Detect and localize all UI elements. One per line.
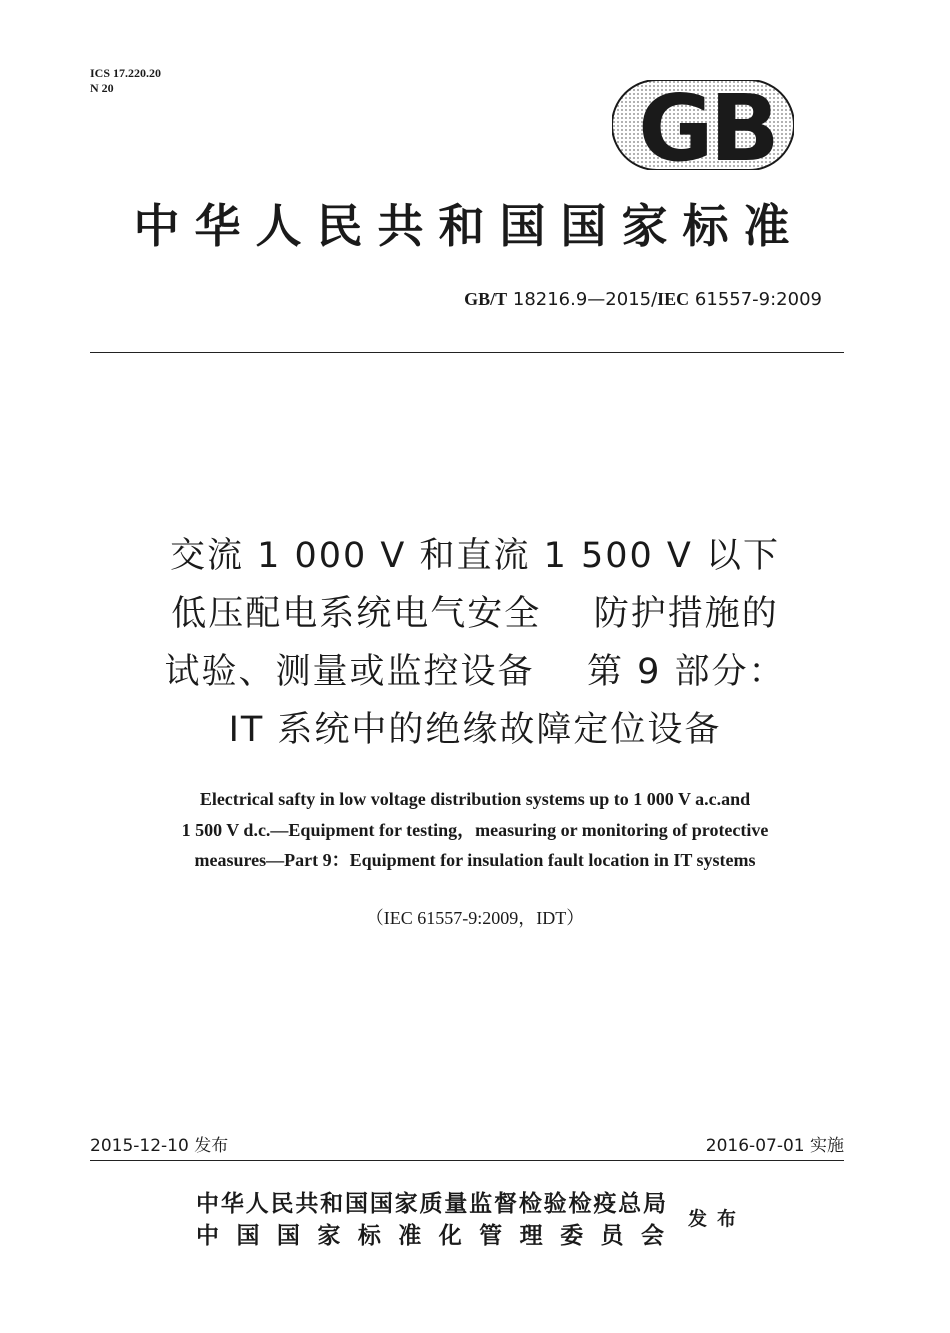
english-title-line: measures—Part 9：Equipment for insulation fault location in IT systems xyxy=(194,850,756,870)
publish-label: 发布 xyxy=(688,1208,747,1230)
chinese-title-line: 交流 1 000 V 和直流 1 500 V 以下 xyxy=(169,536,781,576)
issue-date: 2015-12-10 发布 xyxy=(90,1136,229,1156)
ics-code: ICS 17.220.20 xyxy=(90,66,162,80)
english-title-line: Electrical safty in low voltage distribution systems up to 1 000 V a.c.and xyxy=(199,789,751,809)
page-title: 中华人民共和国国家标准 xyxy=(133,199,805,253)
standard-code: 18216.9—2015/ xyxy=(507,289,658,310)
iec-code: 61557-9:2009 xyxy=(689,289,822,310)
ccs-code: N 20 xyxy=(90,81,114,95)
bottom-divider xyxy=(90,1160,844,1161)
issuer-aqsiq: 中华人民共和国国家质量监督检验检疫总局 xyxy=(196,1191,666,1217)
chinese-title-line: 试验、测量或监控设备 第 9 部分： xyxy=(164,652,786,692)
logo-text: GB xyxy=(638,80,776,170)
implementation-date: 2016-07-01 实施 xyxy=(705,1136,844,1156)
top-divider xyxy=(90,352,844,353)
chinese-title-line: IT 系统中的绝缘故障定位设备 xyxy=(228,710,722,750)
standard-prefix: GB/T xyxy=(464,289,508,309)
classification-codes xyxy=(90,66,161,96)
chinese-title-line: 低压配电系统电气安全 防护措施的 xyxy=(171,594,779,634)
standard-number xyxy=(464,288,822,311)
english-title-line: 1 500 V d.c.—Equipment for testing，measuring or monitoring of protective xyxy=(181,819,769,840)
issuer-sac: 中国国家标准化管理委员会 xyxy=(196,1223,666,1249)
english-title xyxy=(70,784,880,876)
equivalence-note: （IEC 61557-9:2009，IDT） xyxy=(365,908,585,928)
iec-prefix: IEC xyxy=(657,289,690,309)
gb-logo xyxy=(612,80,794,170)
chinese-title xyxy=(60,527,890,759)
